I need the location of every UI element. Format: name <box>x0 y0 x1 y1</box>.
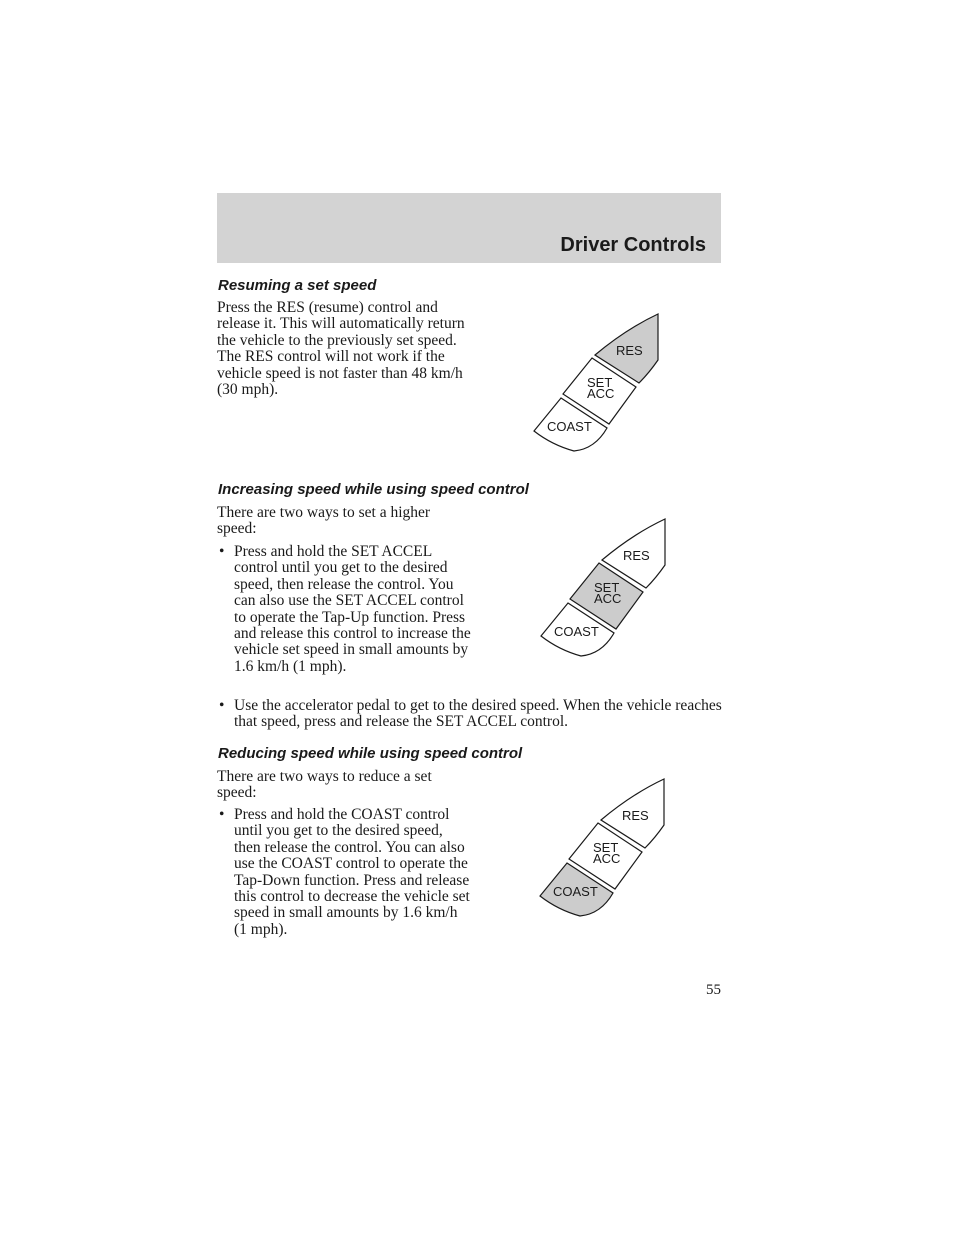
res-button-label: RES <box>616 343 643 358</box>
bullet-dot: • <box>219 543 225 560</box>
coast-button-label: COAST <box>554 624 599 639</box>
section-heading-reducing: Reducing speed while using speed control <box>218 745 523 762</box>
section-paragraph-resuming: Press the RES (resume) control and release it. This will automatically return the vehicle to the previously set speed. The RES control will not work if the vehicle speed is not faster than 48 km/h (30 mph). <box>217 299 465 399</box>
set-acc-button-label-line1: SET <box>593 840 619 855</box>
page-number: 55 <box>706 982 721 998</box>
speed-control-diagram-set-highlight <box>539 517 669 659</box>
coast-button-label: COAST <box>553 884 598 899</box>
bullet-text: Use the accelerator pedal to get to the desired speed. When the vehicle reaches that speed, press and release the SET ACCEL control. <box>234 697 722 731</box>
section-heading-increasing: Increasing speed while using speed control <box>218 481 529 498</box>
section-heading-resuming: Resuming a set speed <box>218 277 377 294</box>
set-acc-button-label-line2: ACC <box>593 851 621 866</box>
bullet-dot: • <box>219 697 225 714</box>
set-acc-button-label-line1: SET <box>594 580 620 595</box>
res-button-label: RES <box>622 808 649 823</box>
bullet-item <box>217 807 472 938</box>
speed-control-diagram-coast-highlight <box>538 777 668 919</box>
bullet-text: Press and hold the COAST control until you get to the desired speed, then release the control. You can also use the COAST control to operate the Tap-Down function. Press and release this control to decrease the vehicle set speed in small amounts by 1.6 km/h (1 mph). <box>234 806 470 938</box>
bullet-dot: • <box>219 806 225 823</box>
res-button-label: RES <box>623 548 650 563</box>
bullet-text: Press and hold the SET ACCEL control until you get to the desired speed, then release the control. You can also use the SET ACCEL control to operate the Tap-Up function. Press and release this control to increase the vehicle set speed in small amounts by 1.6 km/h (1 mph). <box>234 543 471 675</box>
section-paragraph-reducing: There are two ways to reduce a set speed: <box>217 768 432 802</box>
page-title: Driver Controls <box>560 234 706 256</box>
set-acc-button-label-line1: SET <box>587 375 613 390</box>
bullet-item <box>217 544 472 675</box>
speed-control-diagram-res-highlight <box>532 312 662 454</box>
coast-button-label: COAST <box>547 419 592 434</box>
set-acc-button-label-line2: ACC <box>594 591 622 606</box>
set-acc-button-label-line2: ACC <box>587 386 615 401</box>
header-band <box>217 193 721 263</box>
bullet-item <box>217 698 724 731</box>
section-paragraph-increasing: There are two ways to set a higher speed: <box>217 504 431 538</box>
